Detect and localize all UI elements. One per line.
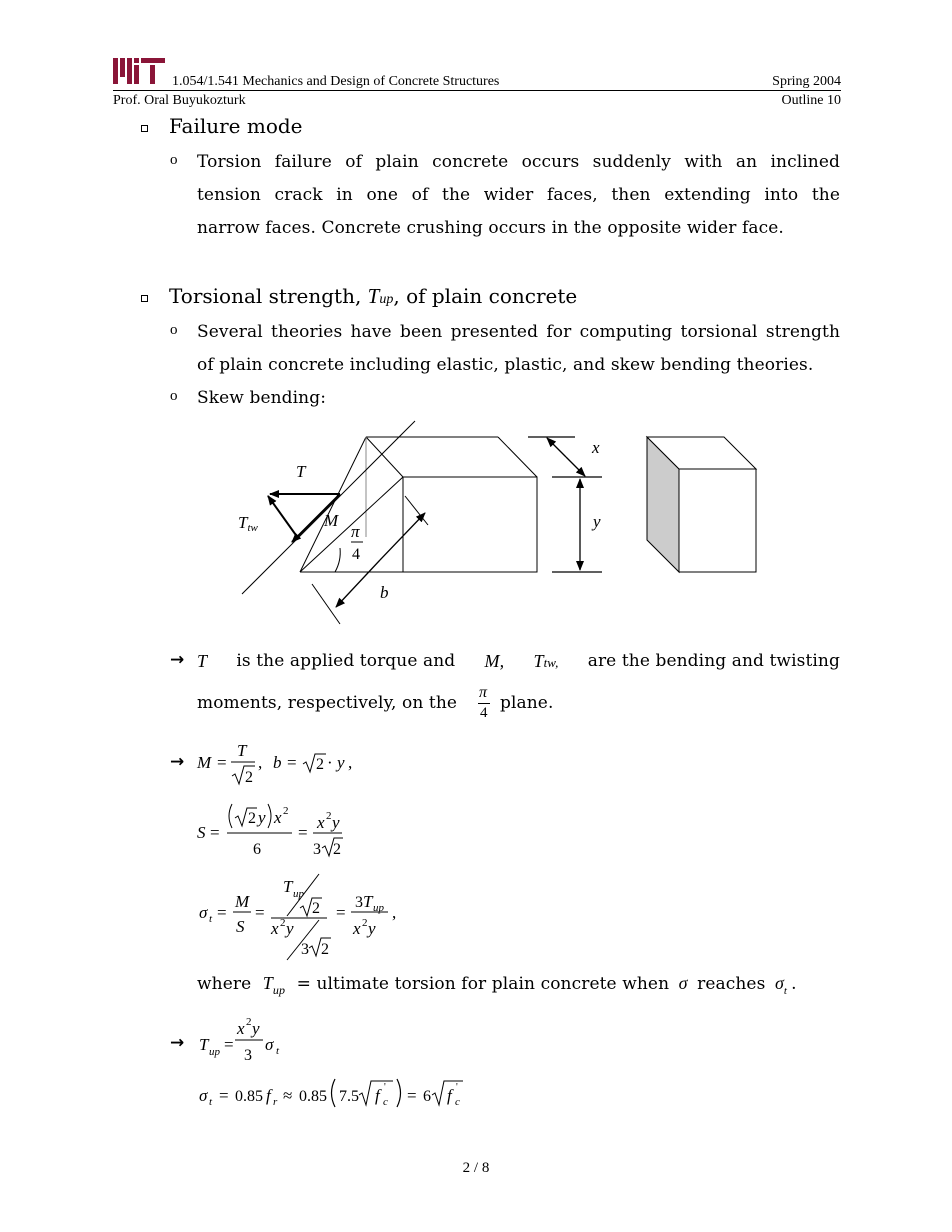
- svg-text:T: T: [283, 877, 293, 896]
- svg-text:2: 2: [321, 941, 329, 958]
- diagram-label-M: M: [324, 511, 339, 530]
- svg-text:7.5: 7.5: [339, 1088, 359, 1105]
- svg-text:c: c: [383, 1096, 388, 1108]
- svg-text:,: ,: [392, 903, 397, 922]
- svg-text:t: t: [209, 913, 213, 925]
- svg-text:T: T: [237, 741, 247, 760]
- svg-text:2: 2: [362, 917, 368, 929]
- svg-text:x: x: [271, 919, 279, 938]
- circle-bullet-icon: o: [170, 388, 178, 404]
- svg-text:·: ·: [327, 753, 333, 772]
- svg-text:T: T: [363, 892, 373, 911]
- svg-text:2: 2: [326, 810, 332, 822]
- svg-text:,: ,: [348, 753, 353, 772]
- svg-text:y: y: [332, 813, 340, 832]
- svg-text:': ': [456, 1082, 458, 1093]
- svg-text:y: y: [368, 919, 376, 938]
- skew-plane-line: [242, 421, 415, 594]
- x-dimension-arrow-1: [566, 457, 585, 476]
- svg-text:x: x: [237, 1019, 245, 1038]
- twisting-Ttw-arrow: [268, 496, 298, 538]
- svg-text:t: t: [209, 1096, 213, 1108]
- explain-line-2-suffix: plane.: [500, 693, 554, 713]
- svg-text:3: 3: [244, 1047, 252, 1064]
- svg-text:6: 6: [253, 841, 261, 858]
- skew-bending-label: Skew bending:: [197, 388, 327, 408]
- svg-text:M: M: [235, 892, 250, 911]
- theories-line-2: of plain concrete including elastic, plastic, and skew bending theories.: [197, 355, 814, 375]
- diagram-label-Ttw: Ttw: [238, 513, 258, 534]
- svg-text:': ': [384, 1082, 386, 1093]
- diagram-label-4: 4: [352, 546, 360, 563]
- diagram-label-pi: π: [351, 522, 360, 541]
- svg-text:2: 2: [280, 917, 286, 929]
- course-title: 1.054/1.541 Mechanics and Design of Concrete Structures: [172, 74, 500, 89]
- svg-text:,: ,: [258, 753, 263, 772]
- equation-S: [195, 800, 395, 862]
- svg-text:σ: σ: [199, 903, 208, 922]
- svg-text:=: =: [255, 903, 265, 922]
- section-heading-torsional-strength: Torsional strength, Tup, of plain concrete: [169, 284, 578, 308]
- svg-text:f: f: [266, 1086, 271, 1105]
- term: Spring 2004: [772, 74, 841, 89]
- theories-line-1: Several theories have been presented for computing torsional strength: [197, 322, 840, 342]
- where-line: where $T_{up}$ = ultimate torsion for plain concrete when σ reaches $\sigma_t$ .: [197, 973, 797, 997]
- outline-number: Outline 10: [781, 93, 841, 108]
- svg-text:σ: σ: [265, 1035, 274, 1054]
- svg-text:2: 2: [312, 900, 320, 917]
- professor: Prof. Oral Buyukozturk: [113, 93, 246, 108]
- svg-text:M: M: [197, 753, 212, 772]
- svg-text:2: 2: [245, 769, 253, 786]
- svg-text:2: 2: [248, 810, 256, 827]
- svg-text:T: T: [199, 1035, 209, 1054]
- diagram-label-y: y: [593, 512, 601, 531]
- svg-text:up: up: [209, 1046, 220, 1058]
- svg-text:y: y: [286, 919, 294, 938]
- diagram-label-b: b: [380, 583, 389, 602]
- svg-text:2: 2: [246, 1016, 252, 1028]
- beam-front-face: [403, 477, 537, 572]
- svg-text:3: 3: [301, 941, 309, 958]
- b-dimension-arrow-1: [336, 560, 380, 607]
- failure-mode-line-2: tension crack in one of the wider faces, then extending into the: [197, 185, 840, 205]
- equation-sigma-t: [195, 872, 415, 962]
- svg-text:S: S: [197, 823, 206, 842]
- fraction-bar: [478, 703, 490, 704]
- svg-text:σ: σ: [199, 1086, 208, 1105]
- svg-text:=: =: [219, 1086, 229, 1105]
- circle-bullet-icon: o: [170, 322, 178, 338]
- equation-M-b: [195, 738, 395, 788]
- svg-text:y: y: [337, 753, 345, 772]
- svg-text:c: c: [455, 1096, 460, 1108]
- svg-text:x: x: [274, 808, 282, 827]
- page-number: 2 / 8: [462, 1160, 490, 1176]
- svg-text:0.85: 0.85: [299, 1088, 327, 1105]
- svg-text:f: f: [375, 1086, 380, 1105]
- x-dimension-arrow-2: [547, 438, 566, 457]
- svg-text:r: r: [273, 1096, 278, 1108]
- right-arrow-icon: →: [170, 752, 185, 772]
- svg-text:=: =: [298, 823, 308, 842]
- beam-section-3d-block: [647, 437, 756, 572]
- svg-text:=: =: [224, 1035, 234, 1054]
- pi-over-4-denominator: 4: [480, 705, 488, 721]
- svg-text:3: 3: [313, 841, 321, 858]
- explain-line-2-prefix: moments, respectively, on the: [197, 693, 458, 713]
- failure-mode-line-3: narrow faces. Concrete crushing occurs in the opposite wider face.: [197, 218, 784, 238]
- svg-text:t: t: [276, 1045, 280, 1057]
- svg-text:2: 2: [283, 805, 289, 817]
- pi-over-4-numerator: π: [479, 684, 488, 701]
- svg-text:up: up: [373, 902, 384, 914]
- diagram-label-T: T: [296, 462, 306, 481]
- svg-text:f: f: [447, 1086, 452, 1105]
- svg-text:=: =: [217, 753, 227, 772]
- circle-bullet-icon: o: [170, 152, 178, 168]
- svg-text:≈: ≈: [283, 1086, 293, 1105]
- svg-text:2: 2: [316, 756, 324, 773]
- equation-sigma-t-value: [195, 1073, 475, 1113]
- right-arrow-icon: →: [170, 1033, 185, 1053]
- svg-text:=: =: [217, 903, 227, 922]
- explain-line-1: T is the applied torque and M, Ttw, are the bending and twisting: [197, 651, 840, 671]
- svg-text:S: S: [236, 917, 245, 936]
- diagram-label-x: x: [592, 438, 600, 457]
- svg-text:y: y: [252, 1019, 260, 1038]
- svg-text:y: y: [258, 808, 266, 827]
- svg-text:=: =: [407, 1086, 417, 1105]
- svg-text:=: =: [336, 903, 346, 922]
- svg-text:3: 3: [355, 894, 363, 911]
- right-arrow-icon: →: [170, 650, 185, 670]
- svg-text:6: 6: [423, 1088, 431, 1105]
- svg-text:x: x: [317, 813, 325, 832]
- svg-text:=: =: [287, 753, 297, 772]
- equation-Tup: [195, 1012, 315, 1072]
- svg-text:=: =: [210, 823, 220, 842]
- svg-text:b: b: [273, 753, 282, 772]
- failure-mode-line-1: Torsion failure of plain concrete occurs suddenly with an inclined: [197, 152, 840, 172]
- svg-text:2: 2: [333, 841, 341, 858]
- section-heading-failure-mode: Failure mode: [169, 114, 303, 138]
- svg-text:0.85: 0.85: [235, 1088, 263, 1105]
- svg-text:x: x: [353, 919, 361, 938]
- svg-text:up: up: [293, 888, 304, 900]
